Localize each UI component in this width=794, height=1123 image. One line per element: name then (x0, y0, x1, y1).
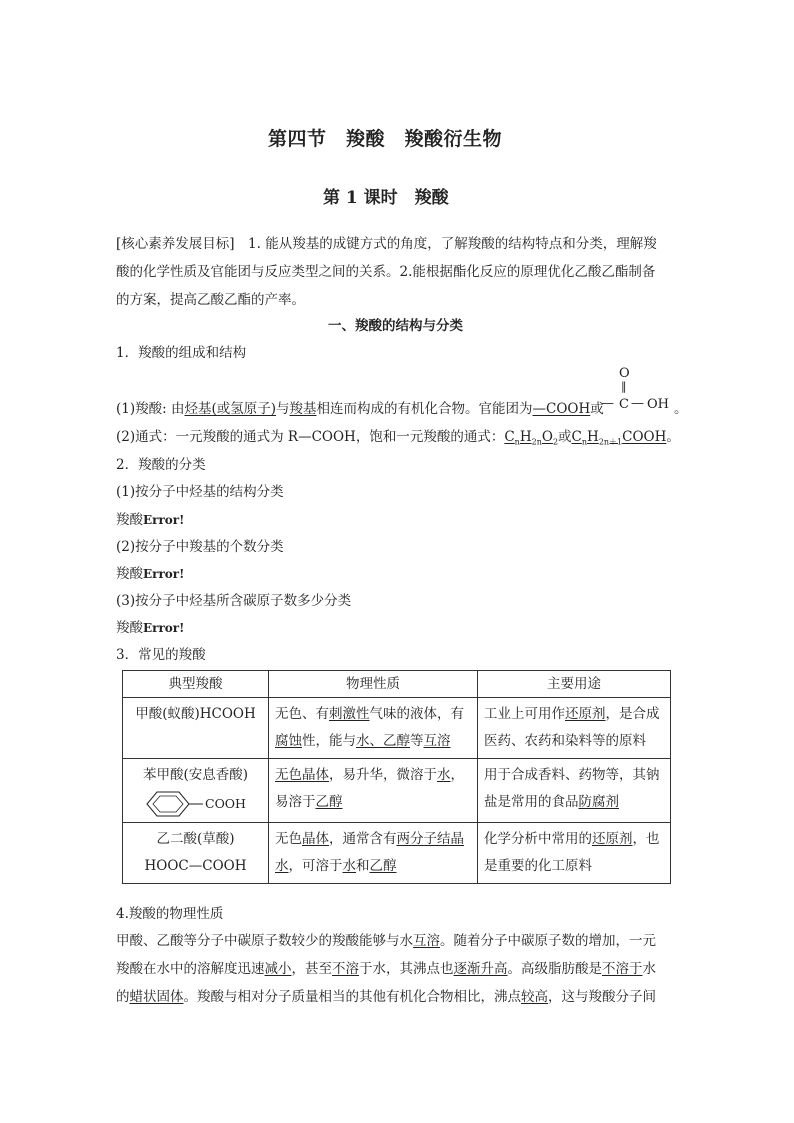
section-heading-1: 一、羧酸的结构与分类 (328, 318, 463, 334)
r3-p-e: ，可溶于 (288, 858, 343, 874)
r1-u-b: 还原剂 (565, 706, 606, 722)
gen-d1: C (571, 429, 582, 445)
def-f: —COOH (532, 401, 591, 417)
gen-d2: n (581, 437, 588, 447)
p4-l1-a: 甲酸、乙酸等分子中碳原子数较少的羧酸能够与水 (116, 933, 413, 949)
p4-l2-g: 。高级脂肪酸是 (507, 961, 602, 977)
p4-l3-b: 蜡状固体 (129, 989, 184, 1005)
gen-b1: C (504, 429, 515, 445)
r1-p-h: 互溶 (423, 733, 451, 749)
goals-line-3: 的方案，提高乙酸乙酯的产率。 (116, 292, 305, 308)
lesson-title: 第 1 课时 羧酸 (323, 188, 449, 208)
r2-p-a: 无色晶体 (275, 767, 329, 783)
class-3: (3)按分子中烃基所含碳原子数多少分类 (116, 593, 352, 609)
table-row (123, 698, 671, 759)
p4-l3-c: 。羧酸与相对分子质量相当的其他有机化合物相比，沸点 (183, 989, 521, 1005)
p4-l2-d: 不溶 (332, 961, 359, 977)
acid-name-cell (123, 759, 269, 823)
p4-l2-c: ，甚至 (291, 961, 332, 977)
col-header-acid: 典型羧酸 (123, 671, 269, 698)
r1-p-e: 性，能与 (302, 733, 356, 749)
def-end: 。 (674, 401, 688, 417)
p4-l3-e: ，这与羧酸分子间 (548, 989, 656, 1005)
col-header-properties: 物理性质 (269, 671, 478, 698)
definition-line (116, 397, 604, 417)
r1-u-a: 工业上可用作 (484, 706, 565, 722)
def-d: 羧基 (289, 401, 317, 417)
r3-p-h: 乙醇 (369, 858, 397, 874)
r3-p-f: 水 (342, 858, 356, 874)
r2-p-c: 水 (437, 767, 451, 783)
def-g: 或 (590, 401, 604, 417)
r1-p-c: 气味的液体，有 (369, 706, 464, 722)
r3-u-c: ，也是重要的化工原料 (484, 831, 660, 874)
acid-formula: HOOC—COOH (144, 858, 247, 874)
physical-line-3 (116, 985, 656, 1005)
p4-l2-h: 不溶于 (602, 961, 643, 977)
r3-u-a: 化学分析中常用的 (484, 831, 592, 847)
heading-common-acids: 3．常见的羧酸 (116, 647, 206, 663)
r1-p-a: 无色、有 (275, 706, 329, 722)
r3-p-b: 晶体 (302, 831, 329, 847)
p4-l2-b: 减小 (264, 961, 292, 977)
col-header-uses: 主要用途 (478, 671, 671, 698)
r1-p-d: 腐蚀 (275, 733, 302, 749)
gen-b (504, 429, 558, 445)
double-bond: ‖ (621, 380, 627, 393)
c3-err-b: Error! (143, 621, 185, 635)
oxygen-top: O (619, 366, 630, 381)
p4-l1-c: 。随着分子中碳原子数的增加，一元 (440, 933, 656, 949)
r2-p-b: ，易升华，微溶于 (329, 767, 437, 783)
p4-l2-f: 逐渐升高 (453, 961, 508, 977)
carbon-atom: C (619, 397, 629, 412)
r1-p-g: 等 (410, 733, 424, 749)
physical-line-2 (116, 957, 656, 977)
r1-u-c: ，是合成医药、农药和染料等的原料 (484, 706, 660, 749)
r1-p-b: 刺激性 (329, 706, 370, 722)
gen-c: 或 (558, 429, 572, 445)
gen-d (572, 429, 667, 445)
c2-err-a: 羧酸 (116, 566, 143, 582)
r1-p-f: 水、乙醇 (356, 733, 410, 749)
table-row (123, 823, 671, 884)
acid-uses (478, 823, 671, 884)
page-title: 第四节 羧酸 羧酸衍生物 (268, 128, 503, 150)
gen-b4: 2n (531, 437, 542, 447)
p4-l2-a: 羧酸在水中的溶解度迅速 (116, 961, 265, 977)
physical-line-1 (116, 929, 656, 949)
p4-l1-b: 互溶 (413, 933, 440, 949)
def-b: 烃基(或氢原子) (184, 401, 277, 417)
goals-line-2: 酸的化学性质及官能团与反应类型之间的关系。2.能根据酯化反应的原理优化乙酸乙酯制备 (116, 264, 656, 280)
c2-err-b: Error! (143, 567, 185, 581)
gen-b3: H (519, 429, 532, 445)
heading-classification: 2．羧酸的分类 (116, 457, 206, 473)
r3-p-g: 和 (356, 858, 370, 874)
table-row (123, 759, 671, 823)
hydroxyl: OH (647, 397, 669, 412)
acid-name: 乙二酸(草酸) (156, 831, 235, 847)
bond-left: — (601, 396, 614, 411)
heading-physical-properties: 4.羧酸的物理性质 (116, 906, 224, 922)
gen-d4: 2n＋1 (598, 437, 623, 447)
gen-b6: 2 (552, 437, 559, 447)
r2-p-d: ，易溶于 (275, 767, 464, 810)
r2-u-b: 防腐剂 (578, 794, 619, 810)
gen-a: (2)通式：一元羧酸的通式为 R—COOH，饱和一元羧酸的通式： (116, 429, 505, 445)
r3-p-d: 两分子结晶水 (275, 831, 464, 874)
def-a: (1)羧酸: 由 (116, 401, 185, 417)
acid-uses (478, 698, 671, 759)
class-1-error (116, 508, 184, 528)
c3-err-a: 羧酸 (116, 620, 143, 636)
goals-line-1: [核心素养发展目标] 1. 能从羧基的成键方式的角度，了解羧酸的结构特点和分类，理解羧 (116, 236, 657, 252)
p4-l2-i: 水 (642, 961, 656, 977)
benzoic-acid-structure (129, 789, 262, 819)
class-2: (2)按分子中羧基的个数分类 (116, 539, 284, 555)
c1-err-a: 羧酸 (116, 512, 143, 528)
acid-properties (269, 823, 478, 884)
acid-uses (478, 759, 671, 823)
bond-right: — (631, 396, 644, 411)
table-header-row (123, 671, 671, 698)
class-3-error (116, 616, 184, 636)
cooh-group: COOH (205, 796, 246, 811)
def-c: 与 (276, 401, 290, 417)
gen-b5: O (541, 429, 553, 445)
gen-d3: H (587, 429, 599, 445)
class-2-error (116, 562, 184, 582)
acid-name: 甲酸(蚁酸)HCOOH (123, 698, 269, 759)
r2-u-a: 用于合成香料、药物等，其钠盐是常用的食品 (484, 767, 660, 810)
r3-u-b: 还原剂 (592, 831, 633, 847)
p4-l2-e: 于水，其沸点也 (359, 961, 454, 977)
r3-p-c: ，通常含有 (329, 831, 397, 847)
heading-composition: 1．羧酸的组成和结构 (116, 345, 247, 361)
r3-p-a: 无色 (275, 831, 302, 847)
def-e: 相连而构成的有机化合物。官能团为 (316, 401, 533, 417)
c1-err-b: Error! (143, 513, 185, 527)
acid-properties (269, 698, 478, 759)
p4-l3-d: 较高 (521, 989, 548, 1005)
p4-l3-a: 的 (116, 989, 130, 1005)
gen-e: 。 (666, 429, 680, 445)
acid-name: 苯甲酸(安息香酸) (142, 767, 249, 783)
r2-p-e: 乙醇 (315, 794, 343, 810)
acids-table (122, 670, 671, 884)
class-1: (1)按分子中烃基的结构分类 (116, 484, 284, 500)
gen-d5: COOH (622, 429, 667, 445)
acid-properties (269, 759, 478, 823)
general-formula-line (116, 425, 680, 448)
acid-name-cell (123, 823, 269, 884)
gen-b2: n (514, 437, 520, 447)
